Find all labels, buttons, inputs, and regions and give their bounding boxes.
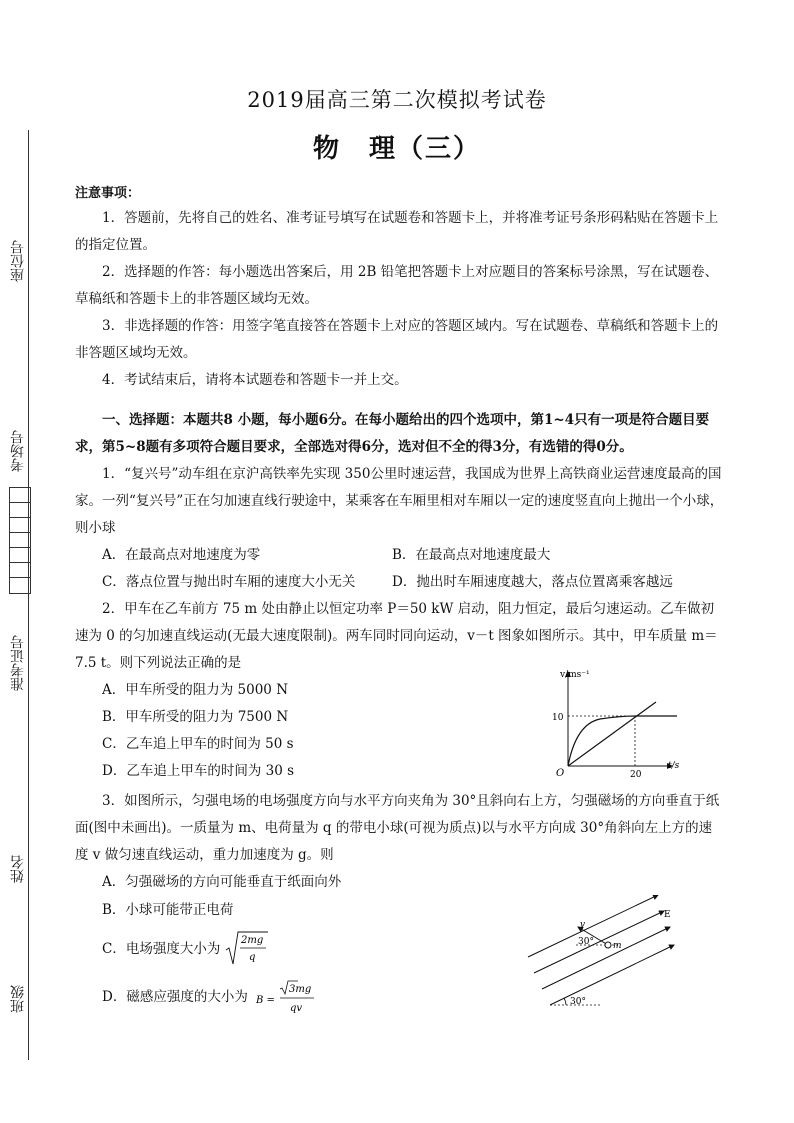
formula-d bbox=[254, 980, 320, 1018]
q3-option-d bbox=[102, 984, 248, 1011]
charged-ball bbox=[605, 942, 611, 948]
field-diagram bbox=[520, 895, 680, 1010]
field-line-3 bbox=[542, 927, 670, 989]
exam-room-grid[interactable] bbox=[9, 487, 31, 594]
question-1-stem: 1．“复兴号”动车组在京沪高铁率先实现 350公里时速运营，我国成为世界上高铁商业运营速度最高的国家。一列“复兴号”正在匀加速直线行驶途中，某乘客在车厢里相对车厢以一定的速度竖直向上抛出一个小球，则小球 bbox=[75, 466, 724, 536]
angle1-label: 30° bbox=[578, 937, 594, 947]
q1-option-c: C．落点位置与抛出时车厢的速度大小无关 bbox=[102, 574, 356, 590]
formula-c bbox=[224, 930, 270, 968]
q2-option-b: B．甲车所受的阻力为 7500 N bbox=[102, 709, 289, 725]
q3-option-c bbox=[102, 936, 220, 963]
formula-d-num: 3mg bbox=[289, 984, 312, 995]
class-label: 班级 bbox=[10, 985, 26, 1013]
q2-option-c: C．乙车追上甲车的时间为 50 s bbox=[102, 736, 294, 752]
section-intro: 一、选择题：本题共8 小题，每小题6分。在每小题给出的四个选项中，第1~4只有一项是符合题目要求，第5~8题有多项符合题目要求，全部选对得6分，选对但不全的得3分，有选错的得0分。 bbox=[75, 412, 710, 455]
q1-option-d: D．抛出时车厢速度越大，落点位置离乘客越远 bbox=[392, 574, 673, 590]
seat-number-label: 座位号 bbox=[10, 240, 26, 282]
m-label: m bbox=[613, 941, 622, 951]
notice-item-4: 4．考试结束后，请将本试题卷和答题卡一并上交。 bbox=[102, 372, 408, 388]
exam-room-label: 考场号 bbox=[10, 430, 26, 472]
vt-graph bbox=[540, 664, 700, 782]
binding-line bbox=[28, 130, 29, 1060]
car-jia-curve bbox=[568, 716, 677, 766]
question-2-stem: 2．甲车在乙车前方 75 m 处由静止以恒定功率 P＝50 kW 启动，阻力恒定，最后匀速运动。乙车做初速为 0 的匀加速直线运动(无最大速度限制)。两车同时同向运动，v－t 图象如图所示。其中，甲车质量 m＝7.5 t。则下列说法正确的是 bbox=[75, 601, 718, 671]
e-label: E bbox=[664, 910, 671, 920]
graph-x-tick: 20 bbox=[630, 770, 642, 780]
graph-xlabel: t/s bbox=[668, 761, 680, 771]
notice-item-3: 3．非选择题的作答：用签字笔直接答在答题卡上对应的答题区域内。写在试题卷、草稿纸和答题卡上的非答题区域均无效。 bbox=[75, 318, 719, 361]
formula-c-den: q bbox=[249, 952, 256, 963]
field-line-2 bbox=[534, 911, 664, 973]
graph-ylabel: v/ms⁻¹ bbox=[560, 670, 590, 680]
question-3-stem: 3．如图所示，匀强电场的电场强度方向与水平方向夹角为 30°且斜向右上方，匀强磁场的方向垂直于纸面(图中未画出)。一质量为 m、电荷量为 q 的带电小球(可视为质点)以与水平方向成 30°角斜向左上方的速度 v 做匀速直线运动，重力加速度为 g。则 bbox=[75, 793, 720, 863]
q3-option-b: B．小球可能带正电荷 bbox=[102, 902, 234, 918]
angle2-label: 30° bbox=[570, 997, 586, 1007]
q2-option-a: A．甲车所受的阻力为 5000 N bbox=[102, 682, 289, 698]
car-yi-line bbox=[568, 702, 656, 766]
formula-d-lhs: B = bbox=[256, 995, 275, 1006]
formula-c-num: 2mg bbox=[241, 935, 264, 946]
v-label: v bbox=[580, 920, 586, 930]
notice-item-1: 1．答题前，先将自己的姓名、准考证号填写在试题卷和答题卡上，并将准考证号条形码粘贴在答题卡上的指定位置。 bbox=[75, 210, 719, 253]
formula-d-den: qv bbox=[290, 1003, 303, 1014]
q1-option-b: B．在最高点对地速度最大 bbox=[392, 547, 551, 563]
q2-option-d: D．乙车追上甲车的时间为 30 s bbox=[102, 763, 295, 779]
q3-option-a: A．匀强磁场的方向可能垂直于纸面向外 bbox=[102, 874, 342, 890]
q1-option-a: A．在最高点对地速度为零 bbox=[102, 547, 261, 563]
name-label: 姓名 bbox=[10, 855, 26, 883]
graph-y-tick: 10 bbox=[552, 713, 564, 723]
q3-option-c-text: C．电场强度大小为 bbox=[102, 941, 221, 957]
ticket-number-label: 准考证号 bbox=[10, 635, 26, 691]
notice-item-2: 2．选择题的作答：每小题选出答案后，用 2B 铅笔把答题卡上对应题目的答案标号涂黑，写在试题卷、草稿纸和答题卡上的非答题区域均无效。 bbox=[75, 264, 719, 307]
subject-title: 物 理（三） bbox=[312, 134, 481, 164]
notice-heading: 注意事项： bbox=[75, 186, 141, 201]
exam-title: 2019届高三第二次模拟考试卷 bbox=[247, 88, 547, 112]
q3-option-d-text: D．磁感应强度的大小为 bbox=[102, 989, 248, 1005]
field-line-1 bbox=[528, 895, 658, 957]
graph-origin: O bbox=[556, 768, 565, 779]
field-line-4 bbox=[550, 945, 674, 1005]
